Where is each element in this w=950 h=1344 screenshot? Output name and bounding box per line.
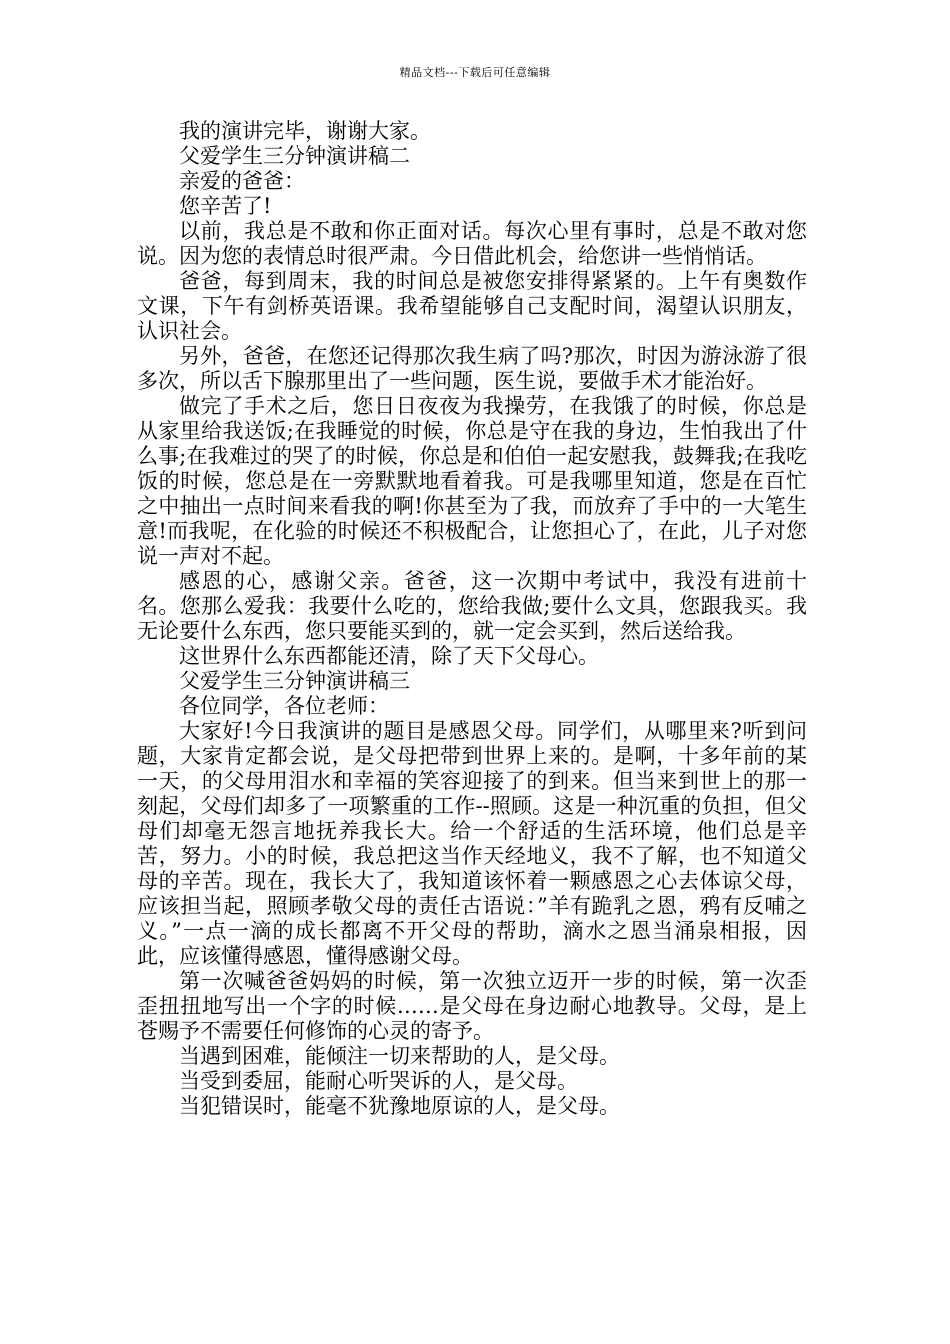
paragraph: 当犯错误时，能毫不犹豫地原谅的人，是父母。 bbox=[179, 1094, 620, 1118]
paragraph: 爸爸，每到周末，我的时间总是被您安排得紧紧的。上午有奥数作文课，下午有剑桥英语课。我希望能够自己支配时间，渴望认识朋友，认识社会。 bbox=[137, 269, 807, 343]
section-title: 父爱学生三分钟演讲稿三 bbox=[179, 669, 410, 693]
paragraph: 以前，我总是不敢和你正面对话。每次心里有事时，总是不敢对您说。因为您的表情总时很严肃。今日借此机会，给您讲一些悄悄话。 bbox=[137, 219, 807, 268]
paragraph: 另外，爸爸，在您还记得那次我生病了吗?那次，时因为游泳游了很多次，所以舌下腺那里出了一些问题，医生说，要做手术才能治好。 bbox=[137, 344, 807, 393]
paragraph: 做完了手术之后，您日日夜夜为我操劳，在我饿了的时候，你总是从家里给我送饭;在我睡觉的时候，你总是守在我的身边，生怕我出了什么事;在我难过的哭了的时候，你总是和伯伯一起安慰我，鼓舞我;在我吃饭的时候，您总是在一旁默默地看着我。可是我哪里知道，您是在百忙之中抽出一点时间来看我的啊!你甚至为了我，而放弃了手中的一大笔生意!而我呢，在化验的时候还不积极配合，让您担心了，在此，儿子对您说一声对不起。 bbox=[137, 394, 807, 568]
paragraph: 这世界什么东西都能还清，除了天下父母心。 bbox=[179, 644, 599, 668]
paragraph: 您辛苦了! bbox=[179, 194, 272, 218]
paragraph: 第一次喊爸爸妈妈的时候，第一次独立迈开一步的时候，第一次歪歪扭扭地写出一个字的时候……是父母在身边耐心地教导。父母，是上苍赐予不需要任何修饰的心灵的寄予。 bbox=[137, 969, 807, 1043]
document-body bbox=[137, 119, 807, 1119]
paragraph: 我的演讲完毕，谢谢大家。 bbox=[179, 119, 431, 143]
page-header: 精品文档---下载后可任意编辑 bbox=[399, 66, 551, 79]
paragraph: 感恩的心，感谢父亲。爸爸，这一次期中考试中，我没有进前十名。您那么爱我：我要什么吃的，您给我做;要什么文具，您跟我买。我无论要什么东西，您只要能买到的，就一定会买到，然后送给我。 bbox=[137, 569, 807, 643]
salutation: 各位同学，各位老师： bbox=[179, 694, 389, 718]
paragraph: 当受到委屈，能耐心听哭诉的人，是父母。 bbox=[179, 1069, 578, 1093]
section-title: 父爱学生三分钟演讲稿二 bbox=[179, 144, 410, 168]
paragraph: 大家好!今日我演讲的题目是感恩父母。同学们，从哪里来?听到问题，大家肯定都会说，是父母把带到世界上来的。是啊，十多年前的某一天，的父母用泪水和幸福的笑容迎接了的到来。但当来到世上的那一刻起，父母们却多了一项繁重的工作--照顾。这是一种沉重的负担，但父母们却毫无怨言地抚养我长大。给一个舒适的生活环境，他们总是辛苦，努力。小的时候，我总把这当作天经地义，我不了解，也不知道父母的辛苦。现在，我长大了，我知道该怀着一颗感恩之心去体谅父母，应该担当起，照顾孝敬父母的责任古语说：”羊有跪乳之恩，鸦有反哺之义。”一点一滴的成长都离不开父母的帮助，滴水之恩当涌泉相报，因此，应该懂得感恩，懂得感谢父母。 bbox=[137, 719, 807, 968]
paragraph: 当遇到困难，能倾注一切来帮助的人，是父母。 bbox=[179, 1044, 620, 1068]
salutation: 亲爱的爸爸： bbox=[179, 169, 305, 193]
